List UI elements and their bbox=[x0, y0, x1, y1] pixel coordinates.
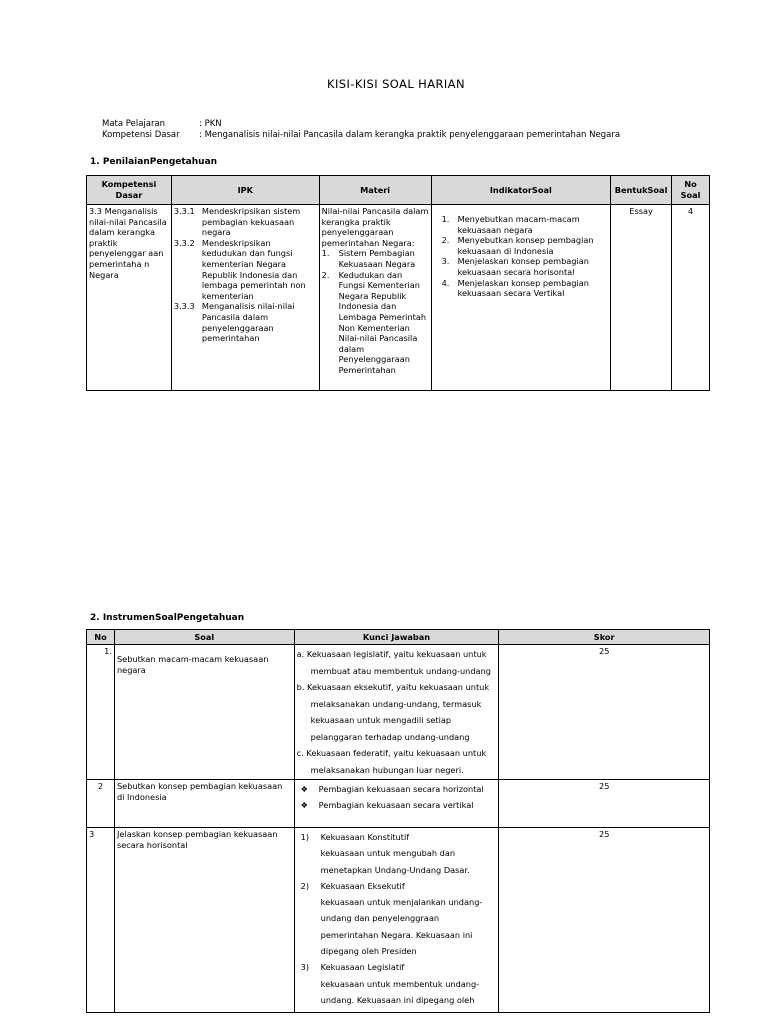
header-materi: Materi bbox=[319, 176, 431, 205]
mapel-label: Mata Pelajaran bbox=[102, 119, 166, 129]
header-kunci: Kunci Jawaban bbox=[294, 630, 499, 645]
row-skor: 25 bbox=[499, 780, 710, 828]
list-item: ❖ Pembagian kekuasaan secara vertikal bbox=[297, 797, 497, 813]
header-skor: Skor bbox=[499, 630, 710, 645]
ipk-item: 3.3.1 Mendeskripsikan sistem pembagian kekuasaan negara bbox=[173, 206, 301, 238]
table-row bbox=[87, 645, 710, 780]
materi-item: 2. Kedudukan dan Fungsi Kementerian Negara Republik Indonesia dan Lembaga Pemerintah Non Kementerian bbox=[321, 269, 427, 333]
ipk-item: 3.3.2 Mendeskripsikan kedudukan dan fungsi kementerian Negara Republik Indonesia dan lembaga pemerintah non kementerian bbox=[173, 237, 306, 301]
ipk-cell bbox=[171, 205, 319, 391]
list-item: 1) Kekuasaan Konstitutif bbox=[300, 832, 410, 842]
table-row bbox=[87, 828, 710, 1013]
row-no: 3 bbox=[87, 828, 115, 1013]
list-item: ❖ Pembagian kekuasaan secara horizontal bbox=[297, 781, 497, 797]
list-item: 2) Kekuasaan Eksekutif bbox=[300, 880, 405, 891]
row-kunci bbox=[294, 780, 499, 828]
materi-item: 1. Sistem Pembagian Kekuasaan Negara bbox=[321, 248, 416, 269]
row-skor: 25 bbox=[499, 828, 710, 1013]
mapel-value: : PKN bbox=[199, 119, 222, 129]
indikator-item: 1. Menyebutkan macam-macam kekuasaan negara bbox=[441, 214, 580, 235]
table-row bbox=[87, 780, 710, 828]
table-row bbox=[87, 205, 710, 391]
diamond-bullet-icon: ❖ bbox=[300, 784, 308, 794]
indikator-item: 4. Menjelaskan konsep pembagian kekuasaan secara Vertikal bbox=[441, 277, 589, 299]
kisi-kisi-table bbox=[86, 175, 710, 391]
header-ipk: IPK bbox=[171, 176, 319, 205]
kd-value: : Menganalisis nilai-nilai Pancasila dalam kerangka praktik penyelenggaraan pemerintahan Negara bbox=[199, 130, 621, 140]
diamond-bullet-icon: ❖ bbox=[300, 800, 308, 810]
row-no: 1. bbox=[87, 645, 115, 780]
document-title: KISI-KISI SOAL HARIAN bbox=[327, 77, 465, 91]
kd-line bbox=[102, 130, 620, 141]
kd-label: Kompetensi Dasar bbox=[102, 130, 180, 140]
ipk-item: 3.3.3 Menganalisis nilai-nilai Pancasila dalam penyelenggaraan pemerintahan bbox=[173, 301, 295, 344]
indikator-item: 2. Menyebutkan konsep pembagian kekuasaan di Indonesia bbox=[441, 235, 594, 256]
materi-intro: Nilai-nilai Pancasila dalam kerangka praktik penyelenggaraan pemerintahan Negara: bbox=[321, 206, 429, 248]
table-header-row bbox=[87, 176, 710, 205]
indikator-cell bbox=[431, 205, 611, 391]
header-bentuk: BentukSoal bbox=[611, 176, 672, 205]
mapel-line bbox=[102, 119, 222, 130]
header-kompetensi: Kompetensi Dasar bbox=[87, 176, 172, 205]
section-heading-instrumen: 2. InstrumenSoalPengetahuan bbox=[90, 613, 245, 623]
header-indikator: IndikatorSoal bbox=[431, 176, 611, 205]
row-no: 2 bbox=[87, 780, 115, 828]
no-soal-cell: 4 bbox=[672, 205, 710, 391]
row-soal: Sebutkan konsep pembagian kekuasaan di Indonesia bbox=[114, 780, 294, 828]
table-header-row bbox=[87, 630, 710, 645]
kd-cell: 3.3 Menganalisis nilai-nilai Pancasila dalam kerangka praktik penyelenggar aan pemerintaha n Negara bbox=[87, 205, 172, 391]
section-heading-penilaian: 1. PenilaianPengetahuan bbox=[90, 157, 218, 167]
indikator-item: 3. Menjelaskan konsep pembagian kekuasaan secara horisontal bbox=[441, 256, 589, 277]
materi-extra: Nilai-nilai Pancasila dalam Penyelenggaraan Pemerintahan bbox=[338, 333, 418, 375]
header-no: No bbox=[87, 630, 115, 645]
header-soal: Soal bbox=[114, 630, 294, 645]
row-skor: 25 bbox=[499, 645, 710, 780]
row-soal: Sebutkan macam-macam kekuasaan negara bbox=[114, 645, 294, 780]
list-item: 3) Kekuasaan Legislatif bbox=[300, 962, 405, 973]
instrumen-table bbox=[86, 629, 710, 1013]
row-kunci: 1) Kekuasaan Konstitutif kekuasaan untuk mengubah dan menetapkan Undang-Undang Dasar. 2) Kekuasaan Eksekutif kekuasaan untuk menjalankan undang- undang dan penyelenggraan pemerintahan Negara. Kekuasaan ini dipegang oleh Presiden 3) Kekuasaan Legislatif kekuasaan untuk membentuk undang- undang. Kekuasaan ini dipegang oleh bbox=[294, 828, 499, 1013]
materi-cell bbox=[319, 205, 431, 391]
row-soal: Jelaskan konsep pembagian kekuasaan secara horisontal bbox=[114, 828, 294, 1013]
header-no-soal: No Soal bbox=[672, 176, 710, 205]
bentuk-soal-cell: Essay bbox=[611, 205, 672, 391]
row-kunci: a. Kekuasaan legislatif, yaitu kekuasaan untuk membuat atau membentuk undang-undang b. Kekuasaan eksekutif, yaitu kekuasaan untuk melaksanakan undang-undang, termasuk kekuasaan untuk mengadili setiap pelanggaran terhadap undang-undang c. Kekuasaan federatif, yaitu kekuasaan untuk melaksanakan hubungan luar negeri. bbox=[294, 645, 499, 780]
